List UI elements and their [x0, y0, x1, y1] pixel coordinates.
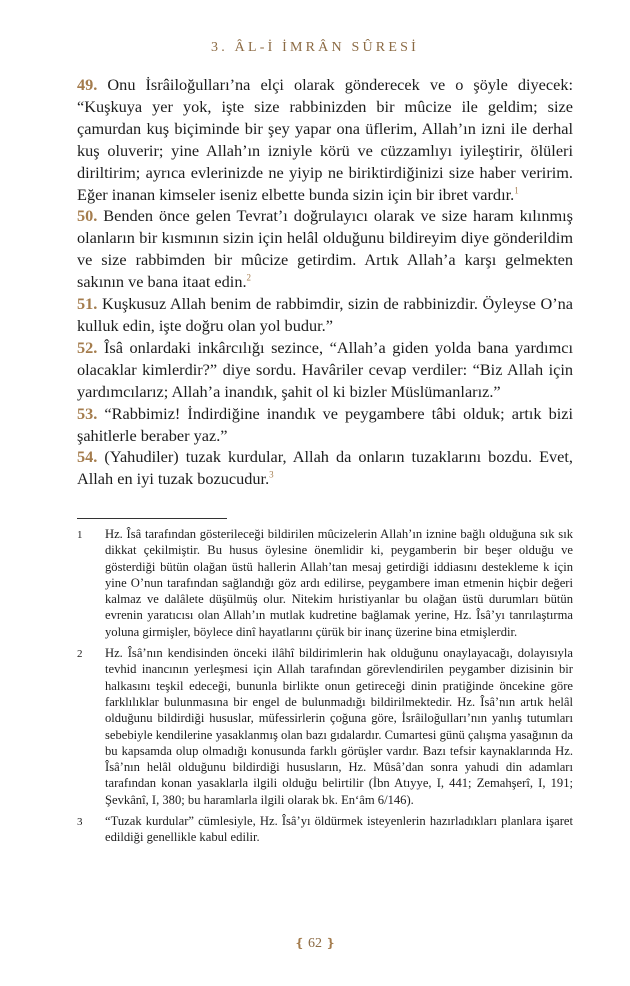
verse-text: “Rabbimiz! İndirdiğine inandık ve peygambere tâbi olduk; artık bizi şahitlerle beraber yaz.”	[77, 403, 574, 445]
verse-51	[77, 293, 573, 337]
verse-number: 53.	[77, 403, 98, 423]
footnote-text: Hz. Îsâ tarafından gösterileceği bildirilen mûcizelerin Allah’ın iznine bağlı olduğuna sık sık dikkat çekilmiştir. Bu husus öylesine önemlidir ki, peygamberin bir beşer olduğu ve gösterdiği bütün olağan üstü hallerin Allah’tan mesaj getirdiği iddiasını destekleme k için yine O’nun tarafından sağlandığı göz ardı edilirse, peygambere iman etmenin hiçbir değeri kalmaz ve dalâlete düşülmüş olur. Nitekim hıristiyanlar bu olağan üstü durumları bütün evrenin yaratıcısı olan Allah’ın mutlak kudretine bağlamak yerine, Hz. Îsâ’yı tanrılaştırma yoluna girmişler, böylece dinî hayatlarını çürük bir inanç üzerine bina etmişlerdir.	[105, 527, 573, 639]
verse-list	[77, 74, 573, 490]
running-header: 3. ÂL-İ İMRÂN SÛRESİ	[211, 40, 419, 55]
footnote-3	[77, 813, 573, 846]
footnote-number: 1	[77, 529, 83, 541]
verse-text: Benden önce gelen Tevrat’ı doğrulayıcı olarak ve size haram kılınmış olanların bir kısmının sizin için helâl olduğunu bildireyim diye gönderildim ve size rabbimden bir mûcize getirdim. Artık Allah’a karşı gelmekten sakının ve bana itaat edin.	[77, 206, 573, 292]
footnote-ref[interactable]: 2	[246, 272, 252, 283]
verse-number: 54.	[77, 447, 98, 467]
footnote-divider	[77, 518, 227, 519]
footnote-number: 2	[77, 648, 83, 661]
verse-number: 52.	[77, 337, 98, 357]
verse-text: (Yahudiler) tuzak kurdular, Allah da onların tuzaklarını bozdu. Evet, Allah en iyi tuzak bozucudur.	[77, 447, 573, 489]
verse-52	[77, 337, 573, 403]
verse-number: 50.	[77, 206, 98, 226]
verse-number: 51.	[77, 294, 98, 314]
verse-50	[77, 205, 573, 293]
verse-text: Îsâ onlardaki inkârcılığı sezince, “Allah’a giden yolda bana yardımcı olacaklar kimlerdir?” diye sordu. Havâriler cevap verdiler: “Biz Allah için yardımcılarız; Allah’a inandık, şahit ol ki bizler Müslümanlarız.”	[77, 337, 573, 401]
page-footer	[0, 936, 630, 952]
verse-54	[77, 446, 573, 490]
footnote-number: 3	[77, 816, 83, 829]
ornament-left-icon: ❴	[294, 936, 305, 950]
footnote-ref[interactable]: 1	[514, 185, 519, 196]
footnote-list	[77, 526, 573, 851]
footnote-2	[77, 645, 573, 808]
ornament-right-icon: ❵	[325, 936, 336, 950]
footnote-text: Hz. Îsâ’nın kendisinden önceki ilâhî bildirimlerin hak olduğunu onaylayacağı, dolayısıyla tevhid inancının yerleşmesi için Allah tarafından görevlendirilen peygamber dizisinin bir halkasını teşkil edeceği, bununla birlikte onun getireceği dinin pratiğinde öncekine göre farklılıklar bulunmasına bir engel de bulunmadığı bildirilmektedir. Hz. Îsâ’nın artık helâl olduğunu bildirdiği hususlar, müfessirlerin çoğuna göre, İsrâiloğulları’nın yanlış tutumları sebebiyle kendilerine yasaklanmış olan bazı gıdalardır. Cumartesi günü çalışma yasağının da bu kapsamda olup olmadığı konusunda farklı görüşler vardır. Bazı tefsir kaynaklarında Hz. Îsâ’nın helâl olduğunu bildirdiği hususların, Hz. Mûsâ’dan sonra yahudi din adamları tarafından konan yasaklarla ilgili olduğu belirtilir (İbn Atıyye, I, 441; Zemahşerî, I, 191; Şevkânî, I, 380; bu haramlarla ilgili olarak bk. En‘âm 6/146).	[105, 646, 573, 807]
verse-number: 49.	[77, 75, 98, 94]
verse-53	[77, 403, 573, 447]
verse-49	[77, 74, 573, 205]
footnote-1	[77, 526, 573, 640]
footnote-ref[interactable]: 3	[269, 469, 274, 480]
page-number: 62	[308, 936, 322, 951]
verse-text: Onu İsrâiloğulları’na elçi olarak gönderecek ve o şöyle diyecek: “Kuşkuya yer yok, işte size rabbinizden bir mûcize ile geldim; size çamurdan kuş biçiminde bir şey yapar ona üflerim, Allah’ın izni ile derhal kuş oluverir; yine Allah’ın izniyle körü ve cüzzamlıyı iyileştirir, ölüleri diriltirim; ayrıca evlerinizde ne yiyip ne biriktirdiğinizi size haber veririm. Eğer inanan kimseler iseniz elbette bunda sizin için bir ibret vardır.	[77, 75, 573, 204]
verse-text: Kuşkusuz Allah benim de rabbimdir, sizin de rabbinizdir. Öyleyse O’na kulluk edin, işte doğru olan yol budur.”	[77, 294, 573, 335]
footnote-text: “Tuzak kurdular” cümlesiyle, Hz. Îsâ’yı öldürmek isteyenlerin hazırladıkları planlara işaret edildiği genellikle kabul edilir.	[105, 814, 573, 845]
